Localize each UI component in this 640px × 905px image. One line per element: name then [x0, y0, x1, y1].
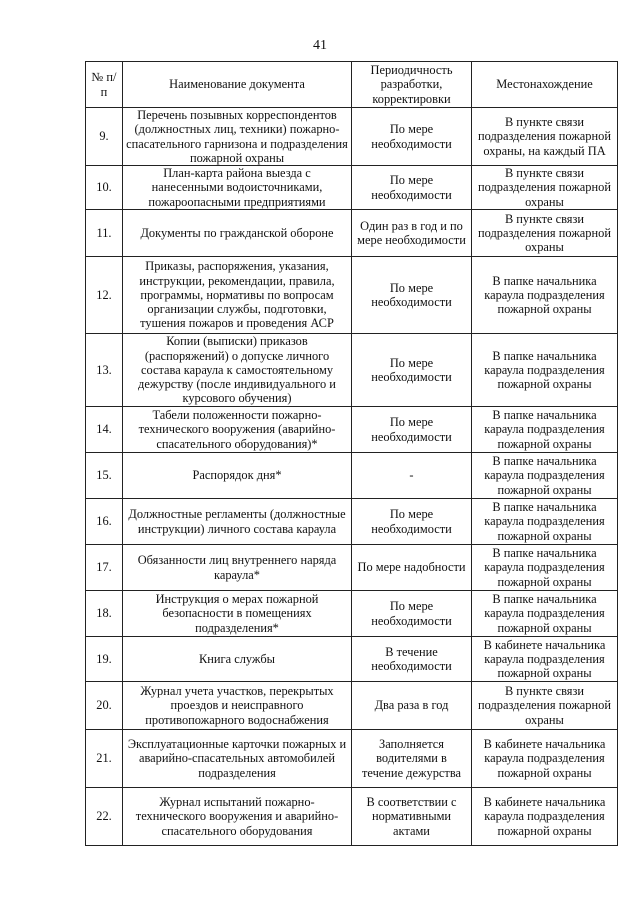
row-location: В папке начальника караула подразделения пожарной охраны	[472, 257, 618, 334]
row-num: 9.	[86, 108, 123, 166]
table-row	[86, 407, 618, 453]
table-row	[86, 108, 618, 166]
header-period: Периодичность разработки, корректировки	[352, 62, 472, 108]
row-period: Заполняется водителями в течение дежурства	[352, 730, 472, 788]
row-num: 22.	[86, 788, 123, 846]
row-location: В пункте связи подразделения пожарной охраны, на каждый ПА	[472, 108, 618, 166]
row-name: Распорядок дня*	[123, 453, 352, 499]
header-name: Наименование документа	[123, 62, 352, 108]
row-num: 14.	[86, 407, 123, 453]
row-period: По мере необходимости	[352, 591, 472, 637]
row-period: Один раз в год и по мере необходимости	[352, 210, 472, 257]
row-period: Два раза в год	[352, 682, 472, 730]
row-name: Табели положенности пожарно-технического вооружения (аварийно-спасательного оборудования)*	[123, 407, 352, 453]
row-location: В кабинете начальника караула подразделения пожарной охраны	[472, 637, 618, 682]
row-num: 13.	[86, 334, 123, 407]
row-location: В кабинете начальника караула подразделения пожарной охраны	[472, 730, 618, 788]
row-period: По мере необходимости	[352, 499, 472, 545]
table-row	[86, 257, 618, 334]
table-header-row	[86, 62, 618, 108]
page-number: 41	[313, 38, 327, 53]
table-row	[86, 591, 618, 637]
row-name: Перечень позывных корреспондентов (должностных лиц, техники) пожарно-спасательного гарнизона и подразделения пожарной охраны	[123, 108, 352, 166]
row-location: В папке начальника караула подразделения пожарной охраны	[472, 407, 618, 453]
row-num: 19.	[86, 637, 123, 682]
row-period: По мере необходимости	[352, 166, 472, 210]
row-name: План-карта района выезда с нанесенными водоисточниками, пожароопасными предприятиями	[123, 166, 352, 210]
row-num: 11.	[86, 210, 123, 257]
row-num: 17.	[86, 545, 123, 591]
row-period: По мере необходимости	[352, 257, 472, 334]
row-num: 18.	[86, 591, 123, 637]
row-period: В течение необходимости	[352, 637, 472, 682]
row-period: По мере необходимости	[352, 407, 472, 453]
row-period: По мере необходимости	[352, 334, 472, 407]
row-name: Копии (выписки) приказов (распоряжений) о допуске личного состава караула к самостоятельному дежурству (после индивидуального и курсового обучения)	[123, 334, 352, 407]
row-name: Журнал учета участков, перекрытых проездов и неисправного противопожарного водоснабжения	[123, 682, 352, 730]
row-period: По мере необходимости	[352, 108, 472, 166]
row-location: В папке начальника караула подразделения пожарной охраны	[472, 453, 618, 499]
row-name: Обязанности лиц внутреннего наряда караула*	[123, 545, 352, 591]
row-num: 15.	[86, 453, 123, 499]
row-location: В кабинете начальника караула подразделения пожарной охраны	[472, 788, 618, 846]
table-row	[86, 166, 618, 210]
row-name: Должностные регламенты (должностные инструкции) личного состава караула	[123, 499, 352, 545]
table-row	[86, 499, 618, 545]
row-name: Документы по гражданской обороне	[123, 210, 352, 257]
row-location: В папке начальника караула подразделения пожарной охраны	[472, 334, 618, 407]
row-location: В папке начальника караула подразделения пожарной охраны	[472, 591, 618, 637]
row-period: По мере надобности	[352, 545, 472, 591]
row-num: 10.	[86, 166, 123, 210]
row-period: В соответствии с нормативными актами	[352, 788, 472, 846]
table-row	[86, 453, 618, 499]
documents-table	[85, 61, 618, 846]
row-period: -	[352, 453, 472, 499]
table-row	[86, 545, 618, 591]
row-name: Журнал испытаний пожарно-технического вооружения и аварийно-спасательного оборудования	[123, 788, 352, 846]
row-num: 20.	[86, 682, 123, 730]
row-location: В пункте связи подразделения пожарной охраны	[472, 166, 618, 210]
table-row	[86, 210, 618, 257]
row-name: Приказы, распоряжения, указания, инструкции, рекомендации, правила, программы, нормативы по вопросам организации службы, подготовки, тушения пожаров и проведения АСР	[123, 257, 352, 334]
table-row	[86, 730, 618, 788]
header-location: Местонахождение	[472, 62, 618, 108]
row-num: 21.	[86, 730, 123, 788]
table-row	[86, 788, 618, 846]
table-row	[86, 334, 618, 407]
row-name: Книга службы	[123, 637, 352, 682]
row-location: В пункте связи подразделения пожарной охраны	[472, 210, 618, 257]
row-num: 12.	[86, 257, 123, 334]
row-name: Эксплуатационные карточки пожарных и аварийно-спасательных автомобилей подразделения	[123, 730, 352, 788]
row-name: Инструкция о мерах пожарной безопасности в помещениях подразделения*	[123, 591, 352, 637]
table-row	[86, 637, 618, 682]
header-num: № п/п	[86, 62, 123, 108]
row-num: 16.	[86, 499, 123, 545]
row-location: В пункте связи подразделения пожарной охраны	[472, 682, 618, 730]
table-row	[86, 682, 618, 730]
row-location: В папке начальника караула подразделения пожарной охраны	[472, 545, 618, 591]
row-location: В папке начальника караула подразделения пожарной охраны	[472, 499, 618, 545]
